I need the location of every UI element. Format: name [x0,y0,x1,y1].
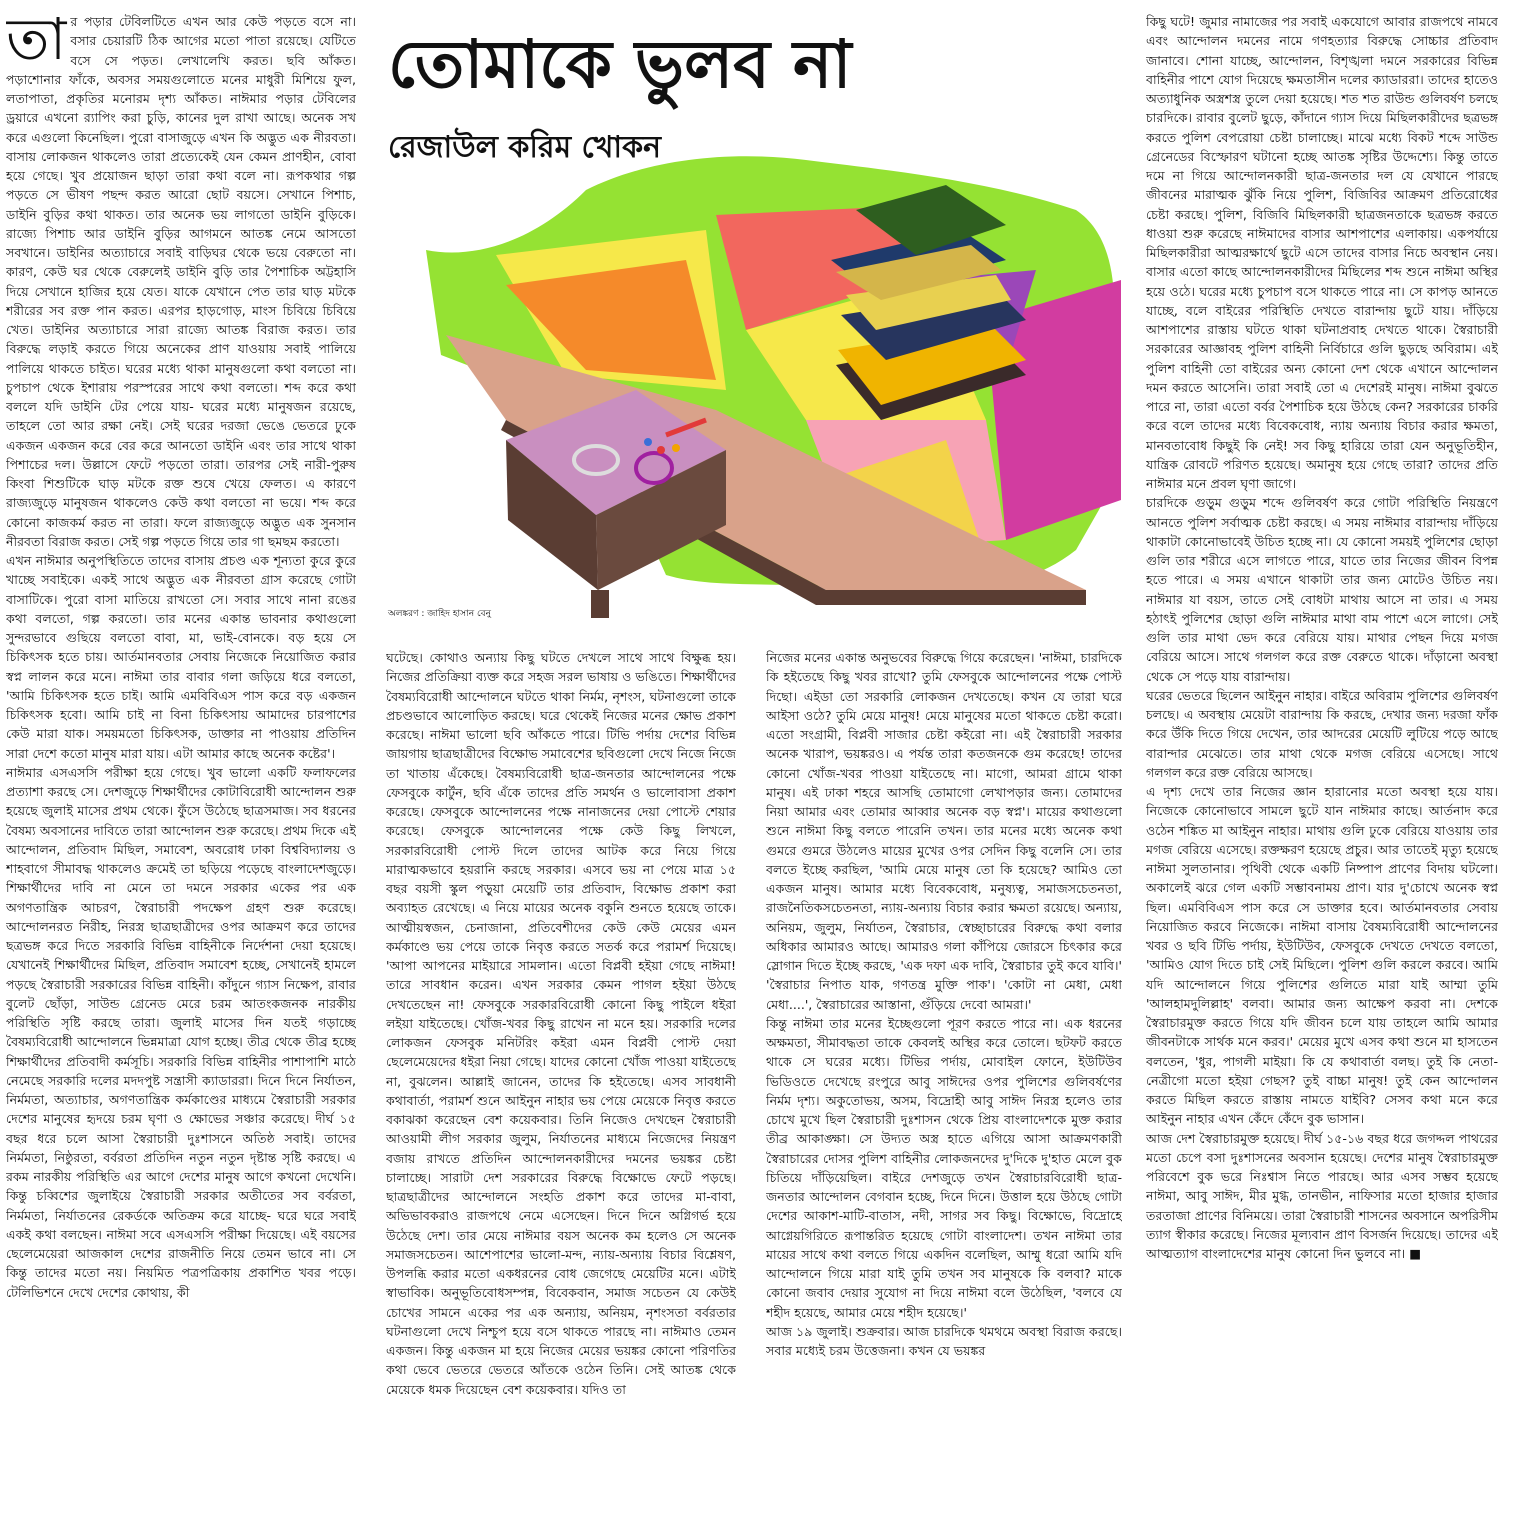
paragraph: আজ দেশ স্বৈরাচারমুক্ত হয়েছে। দীর্ঘ ১৫-১৬ বছর ধরে জগদ্দল পাথরের মতো চেপে বসা দুঃশাসনের অবসান হয়েছে। দেশের মানুষ স্বৈরাচারমুক্ত পরিবেশে বুক ভরে নিঃশ্বাস নিতে পারছে। আর এসব সম্ভব হয়েছে নাঈমা, আবু সাঈদ, মীর মুগ্ধ, তানভীন, নাফিসার মতো হাজার হাজার তরতাজা প্রাণের বিনিময়ে। তারা স্বৈরাচারী শাসনের অবসানে অপরিসীম ত্যাগ স্বীকার করেছে। নিজের মূল্যবান প্রাণ বিসর্জন দিয়েছে। তাদের এই আত্মত্যাগ বাংলাদেশের মানুষ কোনো দিন ভুলবে না। ■ [1146,1130,1498,1261]
author-byline: রেজাউল করিম খোকন [388,130,662,165]
paragraph: এ দৃশ্য দেখে তার নিজের জ্ঞান হারানোর মতো অবস্থা হয়ে যায়। নিজেকে কোনোভাবে সামলে ছুটে যান নাঈমার কাছে। আর্তনাদ করে ওঠেন শঙ্কিত মা আইনুন নাহার। মাথায় গুলি ঢুকে বেরিয়ে যাওয়ায় তার মগজ বেরিয়ে এসেছে। রক্তক্ষরণ হয়েছে প্রচুর। আর তাতেই মৃত্যু হয়েছে নাঈমা সুলতানার। পৃথিবী থেকে একটি নিষ্পাপ প্রাণের বিদায় ঘটলো। অকালেই ঝরে গেল একটি সম্ভাবনাময় প্রাণ। যার দু'চোখে অনেক স্বপ্ন ছিল। এমবিবিএস পাস করে সে ডাক্তার হবে। আর্তমানবতার সেবায় নিয়োজিত করবে নিজেকে। নাঈমা বাসায় বৈষম্যবিরোধী আন্দোলনের খবর ও ছবি টিভি পর্দায়, ইউটিউব, ফেসবুকে দেখতে দেখতে বলতো, 'আমিও যোগ দিতে চাই সেই মিছিলে। পুলিশ গুলি করলে করবে। আমি যদি আন্দোলনে গিয়ে পুলিশের গুলিতে মারা যাই আম্মা তুমি 'আলহামদুলিল্লাহ' বলবা। আমার জন্য আক্ষেপ করবা না। দেশকে স্বৈরাচারমুক্ত করতে গিয়ে যদি জীবন চলে যায় তাহলে আমি আমার জীবনটাকে সার্থক মনে করব।' মেয়ের মুখে এসব কথা শুনে মা হাসতেন বলতেন, 'ধুর, পাগলী মাইয়া। কি যে কথাবার্তা বলছ। তুই কি নেতা-নেত্রীগো মতো হইয়া গেছস? তুই বাচ্চা মানুষ! তুই কেন আন্দোলন করতে মিছিল করতে রাস্তায় নামতে যাইবি? সেসব কথা মনে করে আইনুন নাহার এখন কেঁদে কেঁদে বুক ভাসান। [1146,784,1498,1127]
paragraph: কিন্তু নাঈমা তার মনের ইচ্ছেগুলো পূরণ করতে পারে না। এক ধরনের অক্ষমতা, সীমাবদ্ধতা তাকে কেবলই অস্থির করে তোলে। ছটফট করতে থাকে সে ঘরের মধ্যে। টিভির পর্দায়, মোবাইল ফোনে, ইউটিউব ভিডিওতে দেখেছে রংপুরে আবু সাঈদের ওপর পুলিশের গুলিবর্ষণের নির্মম দৃশ্য। অকুতোভয়, অসম, বিদ্রোহী আবু সাঈদ নিরস্ত্র হলেও তার চোখে মুখে ছিল স্বৈরাচারী দুঃশাসন থেকে প্রিয় বাংলাদেশকে মুক্ত করার তীব্র আকাঙ্ক্ষা। সে উদ্যত অস্ত্র হাতে এগিয়ে আসা আক্রমণকারী স্বৈরাচারের দোসর পুলিশ বাহিনীর লোকজনদের দু'দিকে দু'হাত মেলে বুক চিতিয়ে দাঁড়িয়েছিল। বাইরে দেশজুড়ে তখন স্বৈরাচারবিরোধী ছাত্র-জনতার আন্দোলন বেগবান হচ্ছে, দিনে দিনে। উত্তাল হয়ে উঠছে গোটা দেশের আকাশ-মাটি-বাতাস, নদী, সাগর সব কিছু। বিক্ষোভে, বিদ্রোহে আগ্নেয়গিরিতে রূপান্তরিত হয়েছে গোটা বাংলাদেশ। তখন নাঈমা তার মায়ের সাথে কথা বলতে গিয়ে একদিন বলেছিল, আম্মু ধরো আমি যদি আন্দোলনে গিয়ে মারা যাই তুমি তখন সব মানুষকে কি বলবা? মাকে কোনো জবাব দেয়ার সুযোগ না দিয়ে নাঈমা বলে উঠেছিল, 'বলবে যে শহীদ হয়েছে, আমার মেয়ে শহীদ হয়েছে।' [766,1015,1122,1320]
paragraph-text: র পড়ার টেবিলটিতে এখন আর কেউ পড়তে বসে না। বসার চেয়ারটি ঠিক আগের মতো পাতা রয়েছে। যেটিতে বসে সে পড়ত। লেখালেখি করত। ছবি আঁকত। পড়াশোনার ফাঁকে, অবসর সময়গুলোতে মনের মাধুরী মিশিয়ে ফুল, লতাপাতা, প্রকৃতির মনোরম দৃশ্য আঁকত। নাঈমার পড়ার টেবিলের ড্রয়ারে এখনো র‍্যাপিং করা চুড়ি, কানের দুল রাখা আছে। অনেক সখ করে এগুলো কিনেছিল। পুরো বাসাজুড়ে এখন কি অদ্ভুত এক নীরবতা। বাসায় লোকজন থাকলেও তারা প্রত্যেকেই যেন কেমন প্রাণহীন, বোবা হয়ে গেছে। খুব প্রয়োজন ছাড়া তারা কথা বলে না। রূপকথার গল্প পড়তে সে ভীষণ পছন্দ করত আরো ছোট বয়সে। সেখানে পিশাচ, ডাইনি বুড়ির কথা থাকত। তার অনেক ভয় লাগতো ডাইনি বুড়িকে। রাজ্যে পিশাচ আর ডাইনি বুড়ির আগমনে আতঙ্ক নেমে আসতো সবখানে। ডাইনির অত্যাচারে সবাই বাড়িঘর থেকে ভয়ে বেরুতো না। কারণ, কেউ ঘর থেকে বেরুলেই ডাইনি বুড়ি তার পৈশাচিক অট্টহাসি দিয়ে সেখানে হাজির হয়ে যেত। যাকে যেখানে পেত তার ঘাড় মটকে শরীরের সব রক্ত পান করত। এরপর হাড়গোড়, মাংস চিবিয়ে চিবিয়ে খেত। ডাইনির অত্যাচারে সারা রাজ্যে আতঙ্ক বিরাজ করত। তার বিরুদ্ধে লড়াই করতে গিয়ে অনেকের প্রাণ যাওয়ায় সবাই পালিয়ে পালিয়ে থাকতে চাইত। ঘরের মধ্যে থাকা মানুষগুলো কথা বলতো না। চুপচাপ থেকে ইশারায় পরস্পরের সাথে কথা বলতো। শব্দ করে কথা বললে যদি ডাইনি টের পেয়ে যায়- ঘরের মধ্যে মানুষজন রয়েছে, তাহলে তো আর রক্ষা নেই। সেই ঘরের দরজা ভেঙে ভেতরে ঢুকে একজন একজন করে বের করে আনতো ডাইনি এবং তার সাথে থাকা পিশাচের দল। উল্লাসে ফেটে পড়তো তারা। তারপর সেই নারী-পুরুষ কিংবা শিশুটিকে ঘাড় মটকে রক্ত শুষে খেয়ে ফেলত। এ কারণে রাজ্যজুড়ে মানুষজন থাকলেও কেউ কথা বলতো না ভয়ে। শব্দ করে কোনো কাজকর্ম করত না তারা। ফলে রাজ্যজুড়ে অদ্ভুত এক সুনসান নীরবতা বিরাজ করত। সেই গল্প পড়তে গিয়ে তার গা ছমছম করতো। [6,14,356,549]
paragraph [6,12,356,551]
bead [672,444,680,452]
illustration [386,120,1126,620]
paragraph: ঘরের ভেতরে ছিলেন আইনুন নাহার। বাইরে অবিরাম পুলিশের গুলিবর্ষণ চলছে। এ অবস্থায় মেয়েটা বারান্দায় কি করছে, দেখার জন্য দরজা ফাঁক করে উঁকি দিতে গিয়ে দেখেন, তার আদরের মেয়েটি লুটিয়ে পড়ে আছে বারান্দার মেঝেতে। তার মাথা থেকে মগজ বেরিয়ে এসেছে। সাথে গলগল করে রক্ত বেরিয়ে আসছে। [1146,687,1498,780]
article-column-3 [766,648,1122,1518]
article-column-1 [6,12,356,1518]
illustration-credit: অলঙ্করণ : জাহিদ হাসান বেনু [388,609,491,619]
paragraph: কিছু ঘটে! জুমার নামাজের পর সবাই একযোগে আবার রাজপথে নামবে এবং আন্দোলন দমনের নামে গণহত্যার বিরুদ্ধে সোচ্চার প্রতিবাদ জানাবে। শোনা যাচ্ছে, আন্দোলন, বিশৃঙ্খলা দমনে সরকারের বিভিন্ন বাহিনীর পাশে যোগ দিয়েছে ক্ষমতাসীন দলের ক্যাডাররা। তাদের হাতেও অত্যাধুনিক অস্ত্রশস্ত্র তুলে দেয়া হয়েছে। শত শত রাউন্ড গুলিবর্ষণ চলছে চারদিকে। রাবার বুলেট ছুড়ে, কাঁদানে গ্যাস দিয়ে মিছিলকারীদের ছত্রভঙ্গ করতে পুলিশ বেপরোয়া চেষ্টা চালাচ্ছে। মাঝে মধ্যে বিকট শব্দে সাউন্ড গ্রেনেডের বিস্ফোরণ ঘটানো হচ্ছে আতঙ্ক সৃষ্টির উদ্দেশ্যে। কিন্তু তাতে দমে না গিয়ে আন্দোলনকারী ছাত্র-জনতার দল যে যেখানে পারছে জীবনের মারাত্মক ঝুঁকি নিয়ে পুলিশ, বিজিবির আক্রমণ প্রতিরোধের চেষ্টা করছে। পুলিশ, বিজিবি মিছিলকারী ছাত্রজনতাকে ছত্রভঙ্গ করতে ধাওয়া শুরু করেছে নাঈমাদের বাসার আশপাশের এলাকায়। একপর্যায়ে মিছিলকারীরা আত্মরক্ষার্থে ছুটে এসে তাদের বাসার নিচে অবস্থান নেয়। বাসার এতো কাছে আন্দোলনকারীদের মিছিলের শব্দ শুনে নাঈমা অস্থির হয়ে ওঠে। ঘরের মধ্যে চুপচাপ বসে থাকতে পারে না। সে কাপড় আনতে যাচ্ছে, বলে বাইরের পরিস্থিতি দেখতে বারান্দায় ছুটে যায়। দাঁড়িয়ে আশপাশের রাস্তায় ঘটতে থাকা ঘটনাপ্রবাহ দেখতে থাকে। স্বৈরাচারী সরকারের আজ্ঞাবহ পুলিশ বাহিনী নির্বিচারে গুলি ছুড়ছে অবিরাম। এই পুলিশ বাহিনী তো বাইরের অন্য কোনো দেশ থেকে এখানে আন্দোলন দমন করতে আসেনি। তারা সবাই তো এ দেশেরই মানুষ। নাঈমা বুঝতে পারে না, তারা এতো বর্বর পৈশাচিক হয়ে উঠছে কেন? সরকারের চাকরি করে বলে তাদের মধ্যে বিবেকবোধ, ন্যায় অন্যায় বিচার করার ক্ষমতা, মানবতাবোধ কিছুই কি নেই! সব কিছু হারিয়ে তারা যেন অনুভূতিহীন, যান্ত্রিক রোবটে পরিণত হয়েছে। অমানুষ হয়ে গেছে তারা? তাদের প্রতি নাঈমার মনে প্রবল ঘৃণা জাগে। [1146,14,1498,491]
bead [644,438,652,446]
paragraph: এখন নাঈমার অনুপস্থিতিতে তাদের বাসায় প্রচণ্ড এক শূন্যতা কুরে কুরে খাচ্ছে সবাইকে। একই সাথে অদ্ভুত এক নীরবতা গ্রাস করেছে গোটা বাসাটিকে। পুরো বাসা মাতিয়ে রাখতো সে। সবার সাথে নানা রঙের কথা বলতো, গল্প করতো। তার মনের একান্ত ভাবনার কথাগুলো সুন্দরভাবে গুছিয়ে বলতো বাবা, মা, ভাই-বোনকে। বড় হয়ে সে চিকিৎসক হতে চায়। আর্তমানবতার সেবায় নিজেকে নিয়োজিত করার স্বপ্ন লালন করে মনে। নাঈমা তার বাবার গলা জড়িয়ে ধরে বলতো, 'আমি চিকিৎসক হতে চাই। আমি এমবিবিএস পাস করে বড় একজন চিকিৎসক হবো। আমি চাই না বিনা চিকিৎসায় আমাদের চারপাশের কেউ মারা যাক। সময়মতো চিকিৎসক, ডাক্তার না পাওয়ায় প্রতিদিন সারা দেশে কতো মানুষ মারা যায়। এটা আমার কাছে অনেক কষ্টের'। [6,553,356,761]
bead [657,446,665,454]
paragraph: নাঈমার এসএসসি পরীক্ষা হয়ে গেছে। খুব ভালো একটি ফলাফলের প্রত্যাশা করছে সে। দেশজুড়ে শিক্ষার্থীদের কোটাবিরোধী আন্দোলন শুরু হয়েছে জুলাই মাসের প্রথম থেকে। ফুঁসে উঠেছে ছাত্রসমাজ। সব ধরনের বৈষম্য অবসানের দাবিতে তারা আন্দোলন শুরু করেছে। প্রথম দিকে এই আন্দোলন, প্রতিবাদ মিছিল, সমাবেশ, অবরোধ ঢাকা বিশ্ববিদ্যালয় ও শাহবাগে সীমাবদ্ধ থাকলেও ক্রমেই তা ছড়িয়ে পড়েছে বাংলাদেশজুড়ে। শিক্ষার্থীদের দাবি না মেনে তা দমনে সরকার একের পর এক অগণতান্ত্রিক আচরণ, স্বৈরাচারী পদক্ষেপ গ্রহণ শুরু করেছে। আন্দোলনরত নিরীহ, নিরস্ত্র ছাত্রছাত্রীদের ওপর আক্রমণ করে তাদের ছত্রভঙ্গ করে দিতে সরকারি বিভিন্ন বাহিনীকে নির্দেশনা দেয়া হয়েছে। যেখানেই শিক্ষার্থীদের মিছিল, প্রতিবাদ সমাবেশ হচ্ছে, সেখানেই হামলে পড়ছে স্বৈরাচারী সরকারের বিভিন্ন বাহিনী। কাঁদুনে গ্যাস নিক্ষেপ, রাবার বুলেট ছোঁড়া, সাউন্ড গ্রেনেড মেরে চরম আতংকজনক নারকীয় পরিস্থিতি সৃষ্টি করছে তারা। জুলাই মাসের দিন যতই গড়াচ্ছে বৈষম্যবিরোধী আন্দোলনে ভিন্নমাত্রা যোগ হচ্ছে। তীব্র থেকে তীব্র হচ্ছে শিক্ষার্থীদের প্রতিবাদী কর্মসূচি। সরকারি বিভিন্ন বাহিনীর পাশাপাশি মাঠে নেমেছে সরকারি দলের মদদপুষ্ট সন্ত্রাসী ক্যাডাররা। দিনে দিনে নির্যাতন, নির্মমতা, অত্যাচার, অগণতান্ত্রিক কর্মকাণ্ডের মাধ্যমে স্বৈরাচারী সরকার দেশের মানুষের হৃদয়ে চরম ঘৃণা ও ক্ষোভের সঞ্চার করেছে। দীর্ঘ ১৫ বছর ধরে চলে আসা স্বৈরাচারী দুঃশাসনে অতিষ্ঠ সবাই। তাদের নির্মমতা, নিষ্ঠুরতা, বর্বরতা প্রতিদিন নতুন নতুন দৃষ্টান্ত সৃষ্টি করছে। এ রকম নারকীয় পরিস্থিতি এর আগে দেশের মানুষ আগে কখনো দেখেনি। কিন্তু চব্বিশের জুলাইয়ে স্বৈরাচারী সরকার অতীতের সব বর্বরতা, নির্মমতা, নির্যাতনের রেকর্ডকে অতিক্রম করে যাচ্ছে- ঘরে ঘরে সবাই একই কথা বলছেন। নাঈমা সবে এসএসসি পরীক্ষা দিয়েছে। এই বয়সের ছেলেমেয়েরা আজকাল দেশের রাজনীতি নিয়ে তেমন ভাবে না। সে কিন্তু তাদের মতো নয়। নিয়মিত পত্রপত্রিকায় প্রকাশিত খবর পড়ে। টেলিভিশনে দেখে দেশের কোথায়, কী [6,764,356,1300]
paragraph: ঘটেছে। কোথাও অন্যায় কিছু ঘটতে দেখলে সাথে সাথে বিক্ষুব্ধ হয়। নিজের প্রতিক্রিয়া ব্যক্ত করে সহজ সরল ভাষায় ও ভঙিতে। শিক্ষার্থীদের বৈষম্যবিরোধী আন্দোলনে ঘটতে থাকা নির্মম, নৃশংস, ঘটনাগুলো তাকে প্রচণ্ডভাবে আলোড়িত করছে। ঘরে থেকেই নিজের মনের ক্ষোভ প্রকাশ করেছে। নাঈমা ভালো ছবি আঁকতে পারে। টিভি পর্দায় দেশের বিভিন্ন জায়গায় ছাত্রছাত্রীদের বিক্ষোভ সমাবেশের ছবিগুলো দেখে নিজে নিজে তা খাতায় এঁকেছে। বৈষম্যবিরোধী ছাত্র-জনতার আন্দোলনের পক্ষে ফেসবুকে কার্টুন, ছবি এঁকে তাদের প্রতি সমর্থন ও ভালোবাসা প্রকাশ করেছে। ফেসবুকে আন্দোলনের পক্ষে নানাজনের দেয়া পোস্টে শেয়ার করেছে। ফেসবুকে আন্দোলনের পক্ষে কেউ কিছু লিখলে, সরকারবিরোধী পোস্ট দিলে তাদের আটক করে নিয়ে গিয়ে মারাত্মকভাবে হয়রানি করছে সরকার। এসবে ভয় না পেয়ে মাত্র ১৫ বছর বয়সী স্কুল পড়ুয়া মেয়েটি তার প্রতিবাদ, বিক্ষোভ প্রকাশ করা অব্যাহত রেখেছে। এ নিয়ে মায়ের অনেক বকুনি শুনতে হয়েছে তাকে। আত্মীয়স্বজন, চেনাজানা, প্রতিবেশীদের কেউ কেউ মেয়ের এমন কর্মকাণ্ডে ভয় পেয়ে তাকে নিবৃত্ত করতে সতর্ক করে পরামর্শ দিয়েছে। 'আপা আপনের মাইয়ারে সামলান। এতো বিপ্লবী হইয়া গেছে নাঈমা! তারে সাবধান করেন। এখন সরকার কেমন পাগল হইয়া উঠছে দেখতেছেন না! ফেসবুকে সরকারবিরোধী কোনো কিছু পাইলে ধইরা লইয়া যাইতেছে। খোঁজ-খবর কিছু রাখেন না মনে হয়। সরকারি দলের লোকজন ফেসবুক মনিটরিং কইরা এমন বিপ্লবী পোস্ট দেয়া ছেলেমেয়েদের ধইরা নিয়া গেছে। যাদের কোনো খোঁজ পাওয়া যাইতেছে না, বুঝলেন। আল্লাই জানেন, তাদের কি হইতেছে। এসব সাবধানী কথাবার্তা, পরামর্শ শুনে আইনুন নাহার ভয় পেয়ে মেয়েকে নিবৃত্ত করতে বকাঝকা করেছেন বেশ কয়েকবার। তিনি নিজেও দেখছেন স্বৈরাচারী আওয়ামী লীগ সরকার জুলুম, নির্যাতনের মাধ্যমে নিজেদের নিয়ন্ত্রণ বজায় রাখতে প্রতিদিন আন্দোলনকারীদের দমনের ভয়ঙ্কর চেষ্টা চালাচ্ছে। সারাটা দেশ সরকারের বিরুদ্ধে বিক্ষোভে ফেটে পড়ছে। ছাত্রছাত্রীদের আন্দোলনে সংহতি প্রকাশ করে তাদের মা-বাবা, অভিভাবকরাও রাজপথে নেমে এসেছেন। দিনে দিনে অগ্নিগর্ভ হয়ে উঠেছে দেশ। তার মেয়ে নাঈমার বয়স অনেক কম হলেও সে অনেক সমাজসচেতন। আশেপাশের ভালো-মন্দ, ন্যায়-অন্যায় বিচার বিশ্লেষণ, উপলব্ধি করার মতো একধরনের বোধ জেগেছে মেয়েটির মনে। এটাই স্বাভাবিক। অনুভূতিবোধসম্পন্ন, বিবেকবান, সমাজ সচেতন যে কেউই চোখের সামনে একের পর এক অন্যায়, অনিয়ম, নৃশংসতা বর্বরতার ঘটনাগুলো দেখে নিশ্চুপ হয়ে বসে থাকতে পারছে না। নাঈমাও তেমন একজন। কিন্তু একজন মা হয়ে নিজের মেয়ের ভয়ঙ্কর কোনো পরিণতির কথা ভেবে ভেতরে ভেতরে আঁতকে ওঠেন তিনি। সেই আতঙ্ক থেকে মেয়েকে ধমক দিয়েছেন বেশ কয়েকবার। যদিও তা [386,650,736,1397]
paragraph: চারদিকে গুড়ুম গুড়ুম শব্দে গুলিবর্ষণ করে গোটা পরিস্থিতি নিয়ন্ত্রণে আনতে পুলিশ সর্বাত্মক চেষ্টা করছে। এ সময় নাঈমার বারান্দায় দাঁড়িয়ে থাকাটা কোনোভাবেই উচিত হচ্ছে না। যে কোনো সময়ই পুলিশের ছোড়া গুলি তার শরীরে এসে লাগতে পারে, যাতে তার নিজের জীবন বিপন্ন হতে পারে। এ সময় এখানে থাকাটা তার জন্য মোটেও উচিত নয়। নাঈমার যা বয়স, তাতে সেই বোধটা মাথায় আসে না তার। এ সময় হঠাৎই পুলিশের ছোড়া গুলি নাঈমার মাথা বাম পাশে এসে লাগে। সেই গুলি তার মাথা ভেদ করে বেরিয়ে যায়। মাথার পেছন দিয়ে মগজ বেরিয়ে আসে। সাথে গলগল করে রক্ত বেরুতে থাকে। দাঁড়ানো অবস্থা থেকে সে পড়ে যায় বারান্দায়। [1146,495,1498,684]
article-title: তোমাকে ভুলব না [388,25,852,103]
article-column-2 [386,648,736,1518]
paragraph: আজ ১৯ জুলাই। শুক্রবার। আজ চারদিকে থমথমে অবস্থা বিরাজ করছে। সবার মধ্যেই চরম উত্তেজনা। কখন যে ভয়ঙ্কর [766,1323,1122,1358]
table-leg [591,590,609,618]
paragraph: নিজের মনের একান্ত অনুভবের বিরুদ্ধে গিয়ে করেছেন। 'নাঈমা, চারদিকে কি হইতেছে কিছু খবর রাখো? তুমি ফেসবুকে আন্দোলনের পক্ষে পোস্ট দিছো। এইডা তো সরকারি লোকজন দেখতেছে। কখন যে তারা ঘরে আইসা ওঠে? তুমি মেয়ে মানুষ! মেয়ে মানুষের মতো থাকতে চেষ্টা করো। এতো সংগ্রামী, বিপ্লবী সাজার চেষ্টা কইরো না। এই স্বৈরাচারী সরকার অনেক খারাপ, ভয়ঙ্করও। এ পর্যন্ত তারা কতজনকে গুম করেছে! তাদের কোনো খোঁজ-খবর পাওয়া যাইতেছে না। মাগো, আমরা গ্রামে থাকা মানুষ। এই ঢাকা শহরে আসছি তোমাগো লেখাপড়ার জন্য। তোমাদের নিয়া আমার এবং তোমার আব্বার অনেক বড় স্বপ্ন'। মায়ের কথাগুলো শুনে নাঈমা কিছু বলতে পারেনি তখন। তার মনের মধ্যে অনেক কথা গুমরে গুমরে উঠলেও মায়ের মুখের ওপর সেদিন কিছু বলেনি সে। তার বলতে ইচ্ছে করছিল, 'আমি মেয়ে মানুষ তো কি হয়েছে? আমিও তো একজন মানুষ। আমার মধ্যে বিবেকবোধ, মনুষ্যত্ব, সমাজসচেতনতা, রাজনৈতিকসচেতনতা, ন্যায়-অন্যায় বিচার করার ক্ষমতা রয়েছে। অন্যায়, অনিয়ম, জুলুম, নির্যাতন, স্বৈরাচার, স্বেচ্ছাচারের বিরুদ্ধে কথা বলার অধিকার আমারও আছে। আমারও গলা কাঁপিয়ে জোরসে চিৎকার করে স্লোগান দিতে ইচ্ছে করছে, 'এক দফা এক দাবি, স্বৈরাচার তুই কবে যাবি।' 'স্বৈরাচার নিপাত যাক, গণতন্ত্র মুক্তি পাক'। 'কোটা না মেধা, মেধা মেধা....', স্বৈরাচারের আস্তানা, গুঁড়িয়ে দেবো আমরা।' [766,650,1122,1012]
article-column-4 [1146,12,1498,1518]
drop-cap: তা [6,12,67,73]
